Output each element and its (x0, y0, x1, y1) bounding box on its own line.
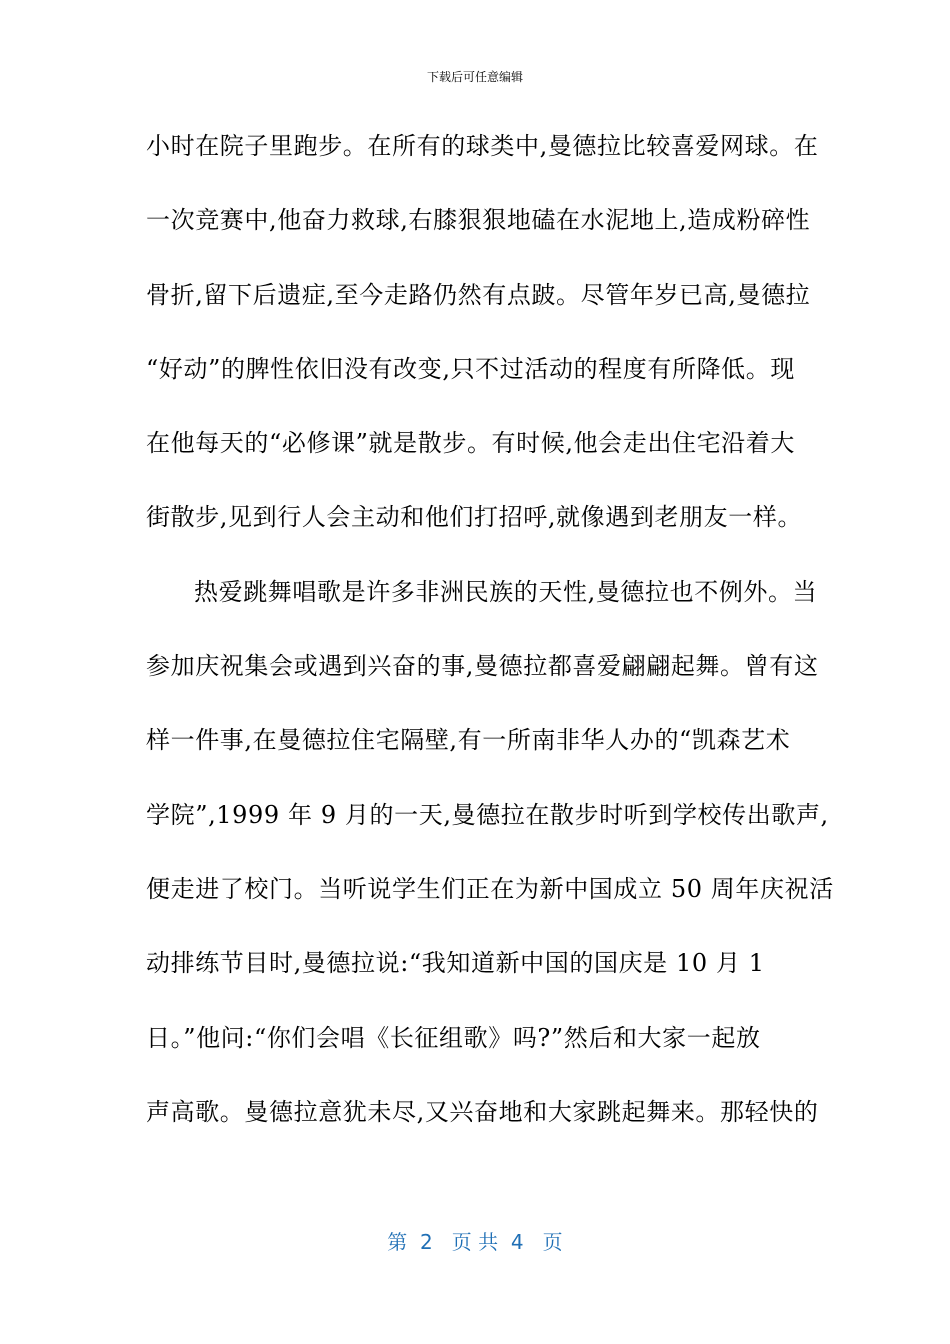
text-line: 便走进了校门。当听说学生们正在为新中国成立 50 周年庆祝活 (146, 874, 834, 903)
paragraph-start-line: 热爱跳舞唱歌是许多非洲民族的天性,曼德拉也不例外。当 (194, 577, 818, 606)
text-line: 参加庆祝集会或遇到兴奋的事,曼德拉都喜爱翩翩起舞。曾有这 (146, 652, 819, 681)
document-body (146, 120, 834, 1160)
text-line: 动排练节目时,曼德拉说:“我知道新中国的国庆是 10 月 1 (146, 949, 765, 978)
text-line: 骨折,留下后遗症,至今走路仍然有点跛。尽管年岁已高,曼德拉 (146, 280, 811, 309)
page-number-footer: 第 2 页 共 4 页 (387, 1230, 563, 1254)
header-note: 下载后可任意编辑 (426, 70, 523, 84)
text-line: 样一件事,在曼德拉住宅隔壁,有一所南非华人办的“凯森艺术 (146, 726, 791, 755)
text-line: 小时在院子里跑步。在所有的球类中,曼德拉比较喜爱网球。在 (146, 132, 819, 160)
text-line: 在他每天的“必修课”就是散步。有时候,他会走出住宅沿着大 (146, 429, 795, 458)
text-line: 声高歌。曼德拉意犹未尽,又兴奋地和大家跳起舞来。那轻快的 (146, 1097, 819, 1126)
text-line: 一次竞赛中,他奋力救球,右膝狠狠地磕在水泥地上,造成粉碎性 (146, 206, 811, 235)
text-line: 学院”,1999 年 9 月的一天,曼德拉在散步时听到学校传出歌声, (146, 800, 829, 829)
text-line: 日。”他问:“你们会唱《长征组歌》吗?”然后和大家一起放 (146, 1023, 761, 1052)
text-line: “好动”的脾性依旧没有改变,只不过活动的程度有所降低。现 (146, 354, 795, 383)
text-line: 街散步,见到行人会主动和他们打招呼,就像遇到老朋友一样。 (146, 503, 803, 532)
